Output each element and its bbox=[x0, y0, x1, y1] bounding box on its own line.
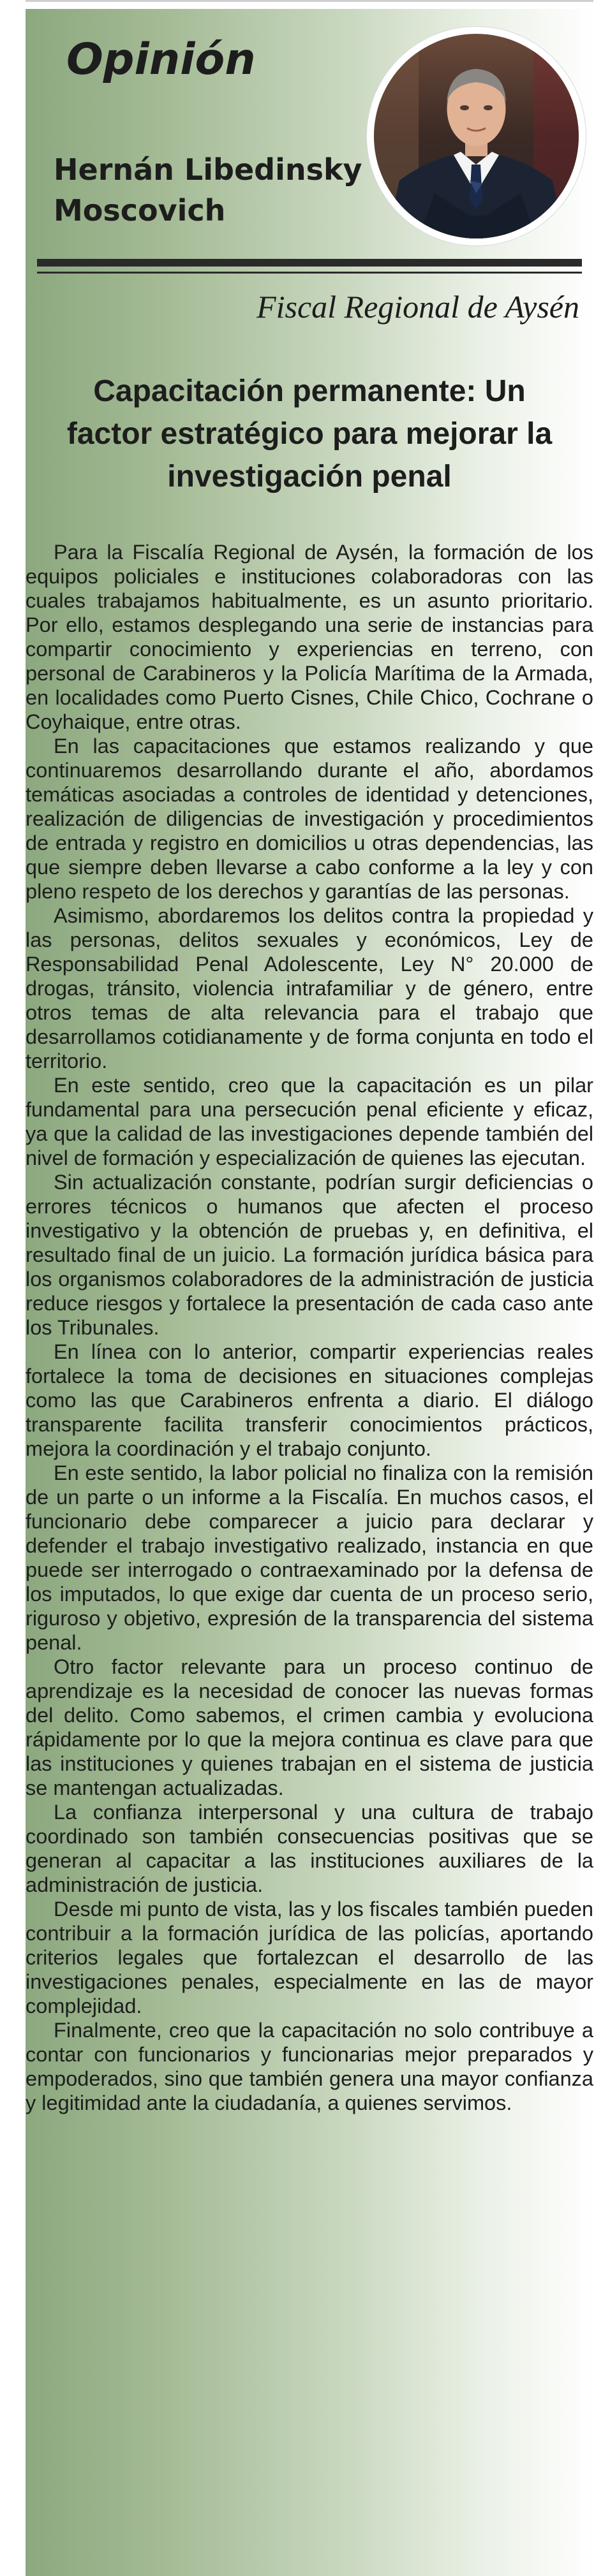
opinion-column bbox=[26, 9, 593, 2576]
section-label: Opinión bbox=[66, 34, 256, 85]
divider-thin bbox=[37, 272, 582, 274]
article-paragraph: En este sentido, la labor policial no finaliza con la remisión de un parte o un informe a la Fiscalía. En muchos casos, el funcionario debe comparecer a juicio para declarar y defender el trabajo investigativo realizado, instancia en que puede ser interrogado o contraexaminado por la defensa de los imputados, lo que exige dar cuenta de un proceso serio, riguroso y objetivo, expresión de la transparencia del sistema penal. bbox=[26, 1461, 593, 1654]
article-paragraph: La confianza interpersonal y una cultura de trabajo coordinado son también consecuencias positivas que se generan al capacitar a las instituciones auxiliares de la administración de justicia. bbox=[26, 1801, 593, 1896]
top-rule bbox=[26, 0, 593, 2]
article-paragraph: Desde mi punto de vista, las y los fiscales también pueden contribuir a la formación jurídica de las policías, aportando criterios legales que fortalezcan el desarrollo de las investigaciones penales, especialmente en las de mayor complejidad. bbox=[26, 1898, 593, 2017]
author-name-line1: Hernán Libedinsky bbox=[54, 152, 362, 187]
author-role: Fiscal Regional de Aysén bbox=[257, 289, 579, 325]
author-portrait-image bbox=[374, 34, 579, 238]
article-paragraph: Finalmente, creo que la capacitación no solo contribuye a contar con funcionarios y funcionarias mejor preparados y empoderados, sino que también genera una mayor confianza y legitimidad ante la ciudadanía, a quienes servimos. bbox=[26, 2019, 593, 2114]
article-paragraph: En este sentido, creo que la capacitación es un pilar fundamental para una persecución penal eficiente y eficaz, ya que la calidad de las investigaciones depende también del nivel de formación y especialización de quienes las ejecutan. bbox=[26, 1074, 593, 1169]
article-paragraph: En línea con lo anterior, compartir experiencias reales fortalece la toma de decisiones en situaciones complejas como las que Carabineros enfrenta a diario. El diálogo transparente facilita transferir conocimientos prácticos, mejora la coordinación y el trabajo conjunto. bbox=[26, 1340, 593, 1460]
article-paragraph: Para la Fiscalía Regional de Aysén, la formación de los equipos policiales e instituciones colaboradoras con las cuales trabajamos habitualmente, es un asunto prioritario. Por ello, estamos desplegando una serie de instancias para compartir conocimiento y experiencias en terreno, con personal de Carabineros y la Policía Marítima de la Armada, en localidades como Puerto Cisnes, Chile Chico, Cochrane o Coyhaique, entre otras. bbox=[26, 541, 593, 733]
author-photo bbox=[367, 27, 586, 245]
article-paragraph: Asimismo, abordaremos los delitos contra la propiedad y las personas, delitos sexuales y económicos, Ley de Responsabilidad Penal Adolescente, Ley N° 20.000 de drogas, tránsito, violencia intrafamiliar y de género, entre otros temas de alta relevancia para el trabajo que desarrollamos cotidianamente y de forma conjunta en todo el territorio. bbox=[26, 904, 593, 1072]
article-paragraph: Sin actualización constante, podrían surgir deficiencias o errores técnicos o humanos que afecten el proceso investigativo y la obtención de pruebas y, en definitiva, el resultado final de un juicio. La formación jurídica básica para los organismos colaboradores de la administración de justicia reduce riesgos y fortalece la presentación de cada caso ante los Tribunales. bbox=[26, 1171, 593, 1339]
author-name-line2: Moscovich bbox=[54, 193, 226, 228]
article-title: Capacitación permanente: Un factor estratégico para mejorar la investigación penal bbox=[66, 374, 553, 494]
article-body bbox=[26, 540, 593, 2115]
article-paragraph: Otro factor relevante para un proceso continuo de aprendizaje es la necesidad de conocer las nuevas formas del delito. Como sabemos, el crimen cambia y evoluciona rápidamente por lo que la mejora continua es clave para que las instituciones y quienes trabajan en el sistema de justicia se mantengan actualizadas. bbox=[26, 1655, 593, 1799]
article-paragraph: En las capacitaciones que estamos realizando y que continuaremos desarrollando durante el año, abordamos temáticas asociadas a controles de identidad y detenciones, realización de diligencias de investigación y procedimientos de entrada y registro en domicilios u otras dependencias, las que siempre deben llevarse a cabo conforme a la ley y con pleno respeto de los derechos y garantías de las personas. bbox=[26, 735, 593, 903]
author-name bbox=[54, 149, 362, 231]
divider-thick bbox=[37, 259, 582, 267]
